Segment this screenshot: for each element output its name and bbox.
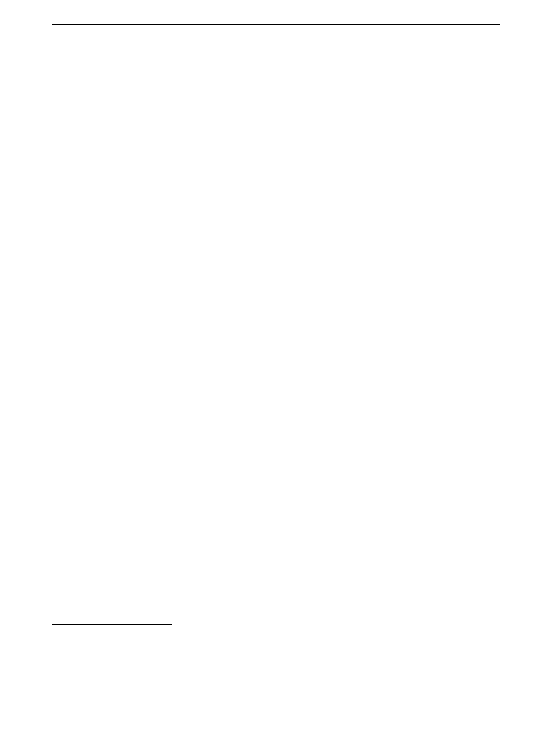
figure-bar-chart xyxy=(64,440,276,552)
header-rule xyxy=(52,24,500,25)
classification-line xyxy=(88,263,172,271)
footnote-rule xyxy=(52,624,172,625)
